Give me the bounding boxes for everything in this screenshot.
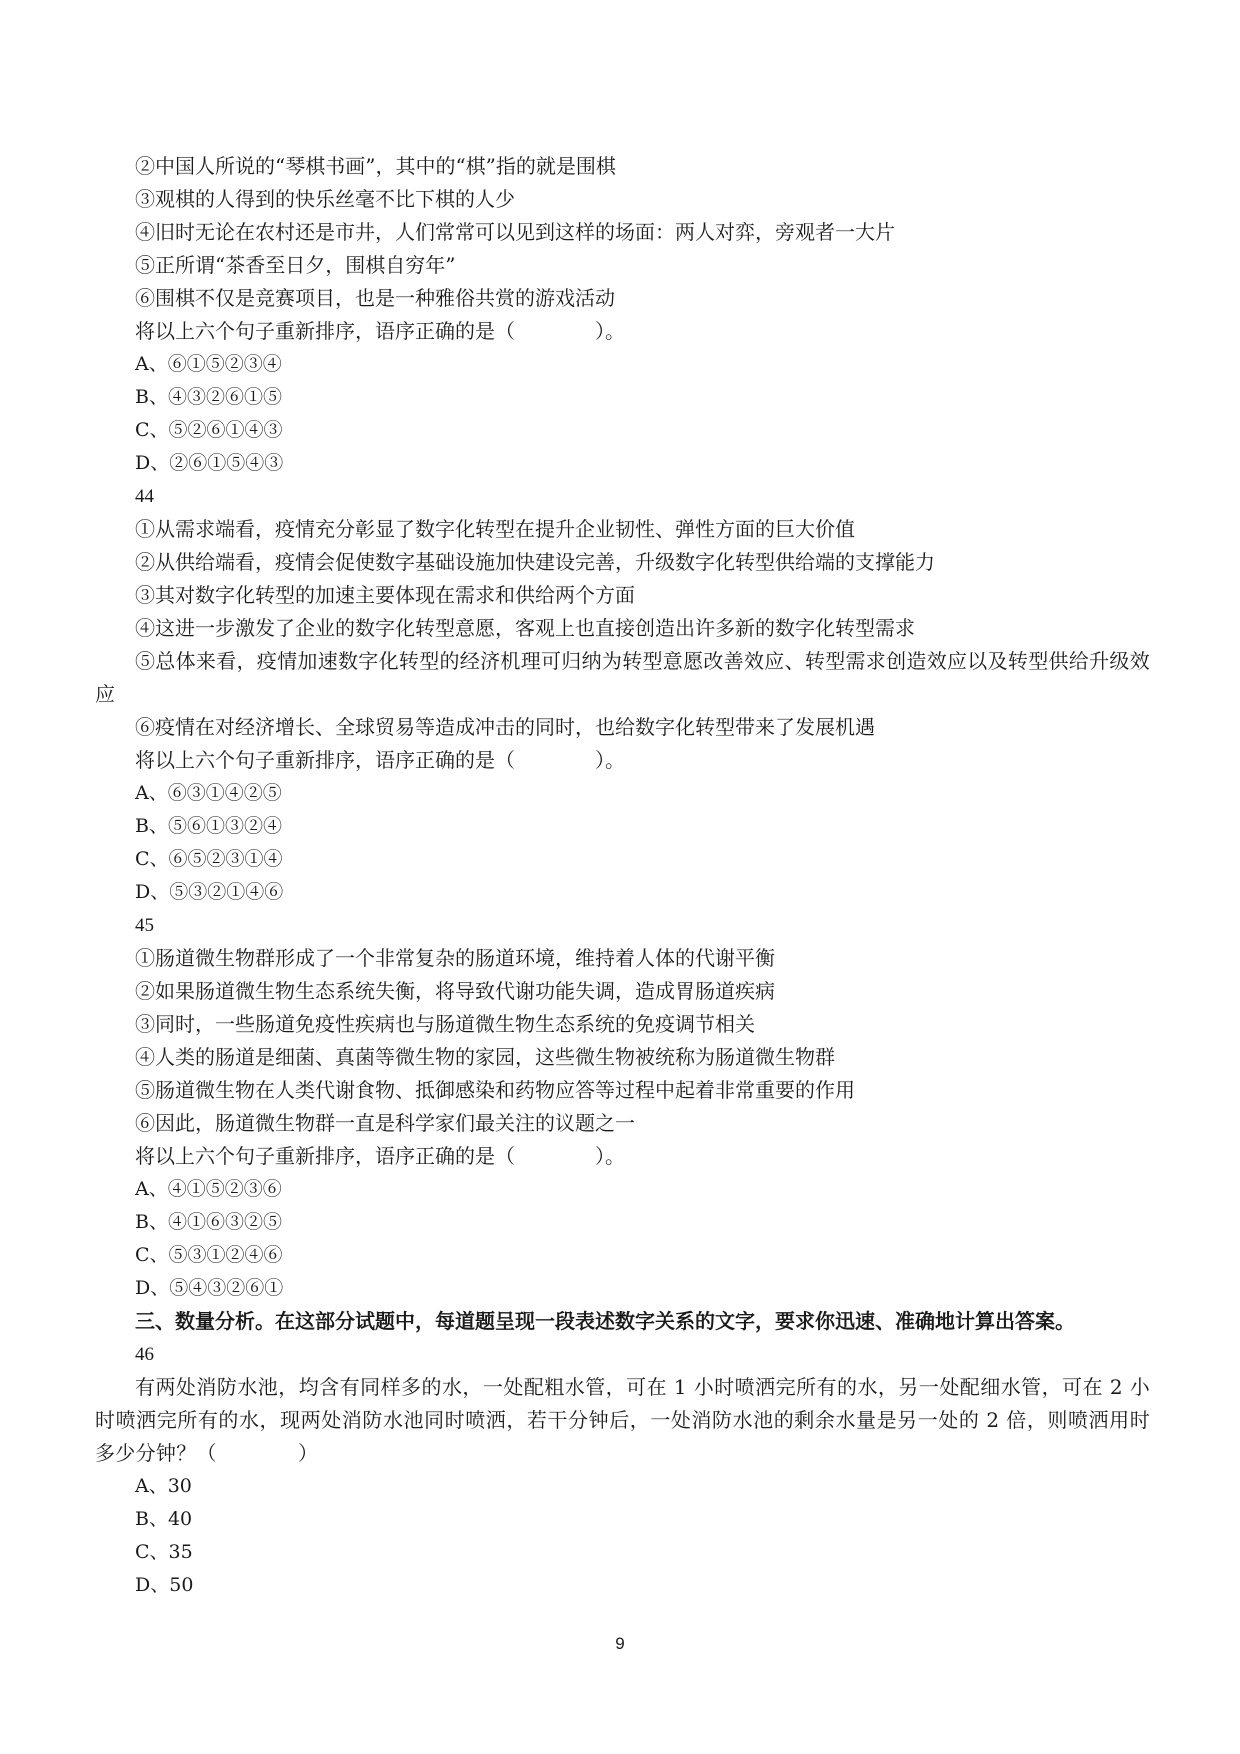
q45-sentence-4: ④人类的肠道是细菌、真菌等微生物的家园，这些微生物被统称为肠道微生物群 — [135, 1045, 835, 1069]
q46-option-a: A、30 — [135, 1475, 192, 1497]
q46-option-d: D、50 — [135, 1574, 194, 1596]
q43-option-c: C、⑤②⑥①④③ — [135, 419, 283, 441]
q44-prompt: 将以上六个句子重新排序，语序正确的是（ ）。 — [135, 748, 625, 772]
q44-option-d: D、⑤③②①④⑥ — [135, 881, 284, 903]
q44-sentence-3: ③其对数字化转型的加速主要体现在需求和供给两个方面 — [135, 583, 635, 607]
q43-sentence-3: ③观棋的人得到的快乐丝毫不比下棋的人少 — [135, 187, 515, 211]
q44-sentence-1: ①从需求端看，疫情充分彰显了数字化转型在提升企业韧性、弹性方面的巨大价值 — [135, 517, 855, 541]
q45-option-c: C、⑤③①②④⑥ — [135, 1244, 283, 1266]
q43-sentence-4: ④旧时无论在农村还是市井，人们常常可以见到这样的场面：两人对弈，旁观者一大片 — [135, 220, 895, 244]
q43-sentence-5: ⑤正所谓“茶香至日夕，围棋自穷年” — [135, 253, 456, 277]
q44-option-a: A、⑥③①④②⑤ — [135, 782, 282, 804]
q44-sentence-5: ⑤总体来看，疫情加速数字化转型的经济机理可归纳为转型意愿改善效应、转型需求创造效应以及转型供给升级效应 — [95, 649, 1150, 706]
q45-option-a: A、④①⑤②③⑥ — [135, 1178, 282, 1200]
q44-option-b: B、⑤⑥①③②④ — [135, 815, 282, 837]
q45-sentence-5: ⑤肠道微生物在人类代谢食物、抵御感染和药物应答等过程中起着非常重要的作用 — [135, 1078, 855, 1102]
q46-option-b: B、40 — [135, 1508, 193, 1530]
q45-sentence-1: ①肠道微生物群形成了一个非常复杂的肠道环境，维持着人体的代谢平衡 — [135, 946, 775, 970]
q44-sentence-2: ②从供给端看，疫情会促使数字基础设施加快建设完善，升级数字化转型供给端的支撑能力 — [135, 550, 935, 574]
q46-stem: 有两处消防水池，均含有同样多的水，一处配粗水管，可在 1 小时喷洒完所有的水，另一处配细水管，可在 2 小时喷洒完所有的水，现两处消防水池同时喷洒，若干分钟后，一处消防水池的剩余水量是另一处的 2 倍，则喷洒用时多少分钟？（ ） — [95, 1375, 1150, 1465]
q46-option-c: C、35 — [135, 1541, 193, 1563]
page-content — [95, 150, 1150, 1602]
q45-sentence-2: ②如果肠道微生物生态系统失衡，将导致代谢功能失调，造成胃肠道疾病 — [135, 979, 775, 1003]
q45-sentence-3: ③同时，一些肠道免疫性疾病也与肠道微生物生态系统的免疫调节相关 — [135, 1012, 755, 1036]
page-number: 9 — [615, 1634, 625, 1653]
q45-option-d: D、⑤④③②⑥① — [135, 1277, 284, 1299]
section-heading: 三、数量分析。在这部分试题中，每道题呈现一段表述数字关系的文字，要求你迅速、准确地计算出答案。 — [135, 1309, 1075, 1333]
q45-number: 45 — [135, 915, 154, 936]
q43-sentence-2: ②中国人所说的“琴棋书画”，其中的“棋”指的就是围棋 — [135, 154, 616, 178]
q43-prompt: 将以上六个句子重新排序，语序正确的是（ ）。 — [135, 319, 625, 343]
q43-sentence-6: ⑥围棋不仅是竞赛项目，也是一种雅俗共赏的游戏活动 — [135, 286, 615, 310]
q45-prompt: 将以上六个句子重新排序，语序正确的是（ ）。 — [135, 1144, 625, 1168]
q44-number: 44 — [135, 486, 154, 507]
q45-option-b: B、④①⑥③②⑤ — [135, 1211, 282, 1233]
q43-option-a: A、⑥①⑤②③④ — [135, 353, 282, 375]
q44-sentence-4: ④这进一步激发了企业的数字化转型意愿，客观上也直接创造出许多新的数字化转型需求 — [135, 616, 915, 640]
q43-option-d: D、②⑥①⑤④③ — [135, 452, 284, 474]
q43-option-b: B、④③②⑥①⑤ — [135, 386, 282, 408]
q45-sentence-6: ⑥因此，肠道微生物群一直是科学家们最关注的议题之一 — [135, 1111, 635, 1135]
q46-number: 46 — [135, 1344, 154, 1365]
q44-sentence-6: ⑥疫情在对经济增长、全球贸易等造成冲击的同时，也给数字化转型带来了发展机遇 — [135, 715, 875, 739]
q44-option-c: C、⑥⑤②③①④ — [135, 848, 283, 870]
